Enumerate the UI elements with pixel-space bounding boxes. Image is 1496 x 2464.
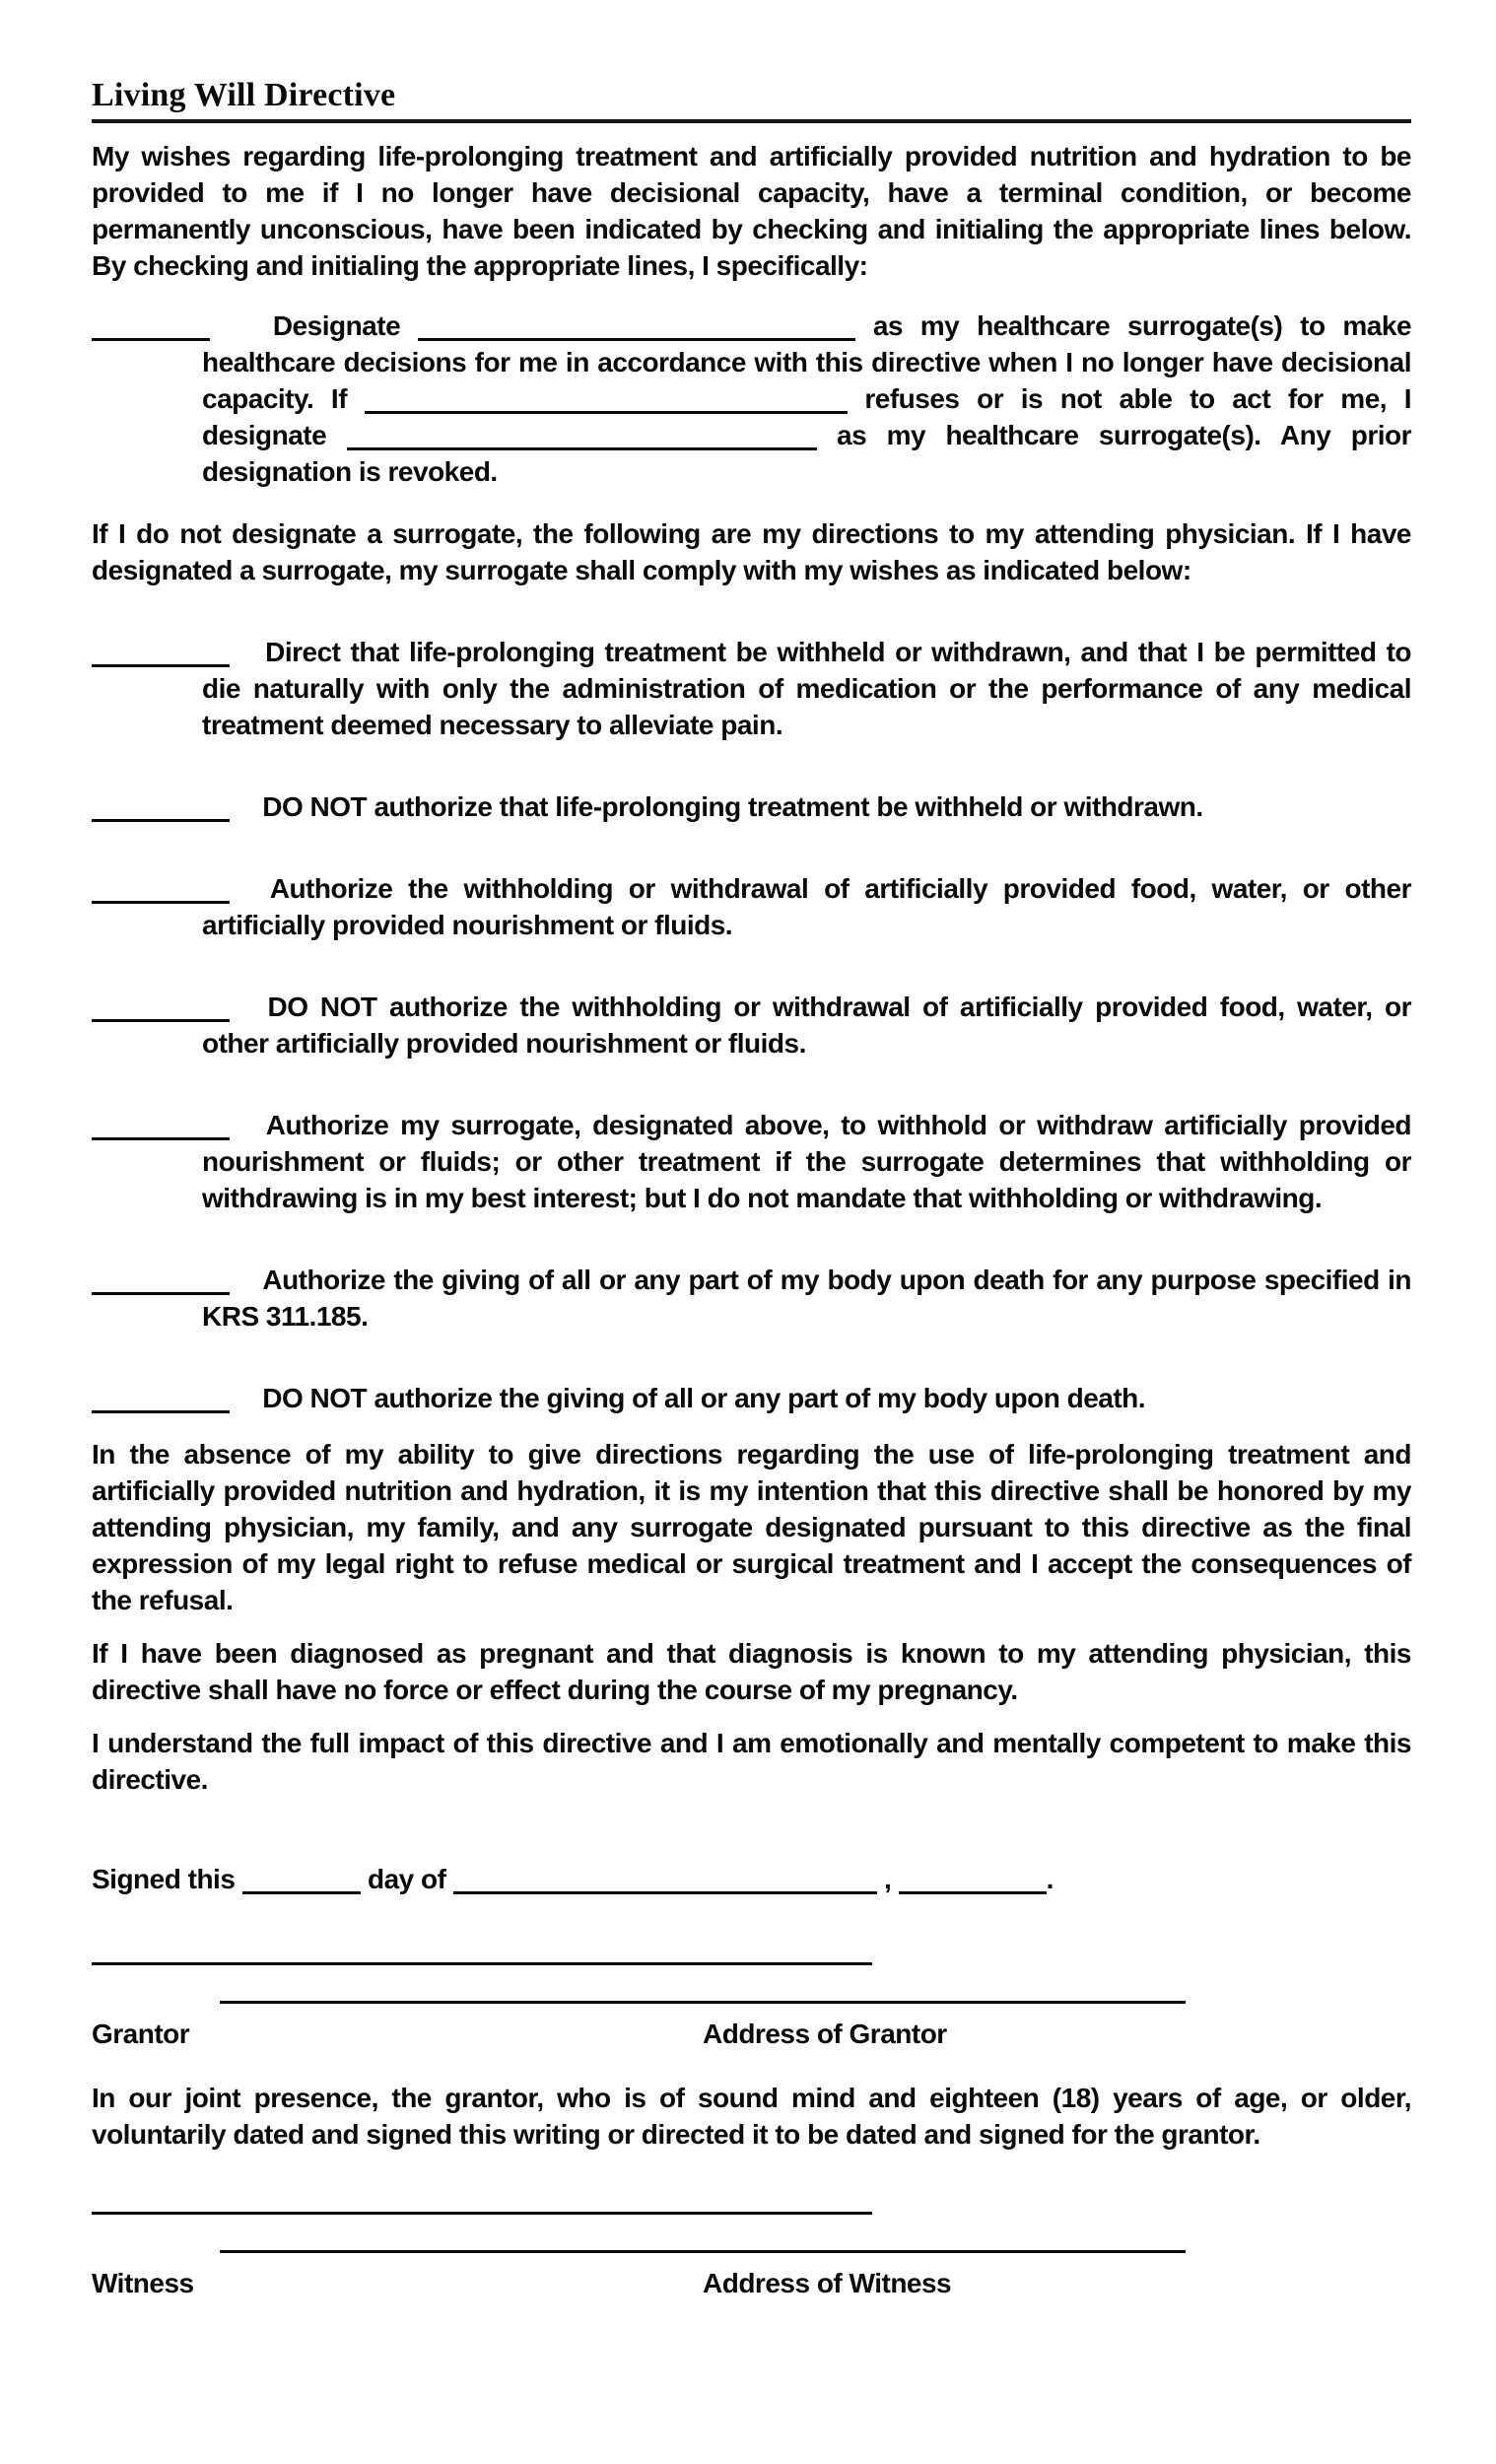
directive-item-withhold-treatment: [92, 634, 1411, 743]
item-text-segment: as my healthcare surrogate(s). Any prior designation is revoked.: [202, 420, 1411, 487]
grantor-signature-block: [92, 1962, 1411, 2052]
grantor-signature-line[interactable]: [92, 1962, 872, 1965]
item-text: DO NOT authorize the withholding or withdrawal of artificially provided food, water, or other artificially provided nourishment or fluids.: [202, 992, 1411, 1059]
witness-signature-block: [92, 2212, 1411, 2301]
signed-month-blank-line[interactable]: [453, 1866, 877, 1894]
directive-item-do-not-withdraw-nutrition: [92, 989, 1411, 1061]
alternate-surrogate-name-blank-line[interactable]: [347, 422, 817, 450]
first-surrogate-name-blank-line[interactable]: [365, 385, 848, 414]
pregnancy-paragraph: If I have been diagnosed as pregnant and that diagnosis is known to my attending physician, this directive shall have no force or effect during the course of my pregnancy.: [92, 1638, 1411, 1705]
witness-label-row: [92, 2265, 1411, 2301]
initials-blank-line[interactable]: [92, 639, 230, 667]
initials-blank-line[interactable]: [92, 312, 210, 341]
directive-item-designate-surrogate: [92, 308, 1411, 490]
grantor-label-row: [92, 2016, 1411, 2052]
directive-item-withdraw-nutrition: [92, 870, 1411, 943]
joint-presence-paragraph: In our joint presence, the grantor, who is of sound mind and eighteen (18) years of age, or older, voluntarily dated and signed this writing or directed it to be dated and signed for the grantor.: [92, 2083, 1411, 2150]
signed-period: .: [1046, 1864, 1054, 1894]
signed-text-segment: day of: [367, 1864, 446, 1894]
surrogate-name-blank-line[interactable]: [418, 312, 855, 341]
item-text-segment: refuses or is not able to act for me, I designate: [202, 383, 1411, 450]
address-of-grantor-label: Address of Grantor: [703, 2019, 947, 2049]
witness-address-line[interactable]: [220, 2250, 1186, 2253]
tab-spacer: [230, 660, 255, 661]
page-title: Living Will Directive: [92, 77, 396, 113]
directive-item-no-organ-donation: [92, 1380, 1411, 1416]
item-text: Authorize the withholding or withdrawal of artificially provided food, water, or other artificially provided nourishment or fluids.: [202, 873, 1411, 940]
item-text: DO NOT authorize that life-prolonging treatment be withheld or withdrawn.: [262, 791, 1203, 822]
grantor-label: Grantor: [92, 2019, 190, 2049]
directive-item-organ-donation: [92, 1262, 1411, 1335]
competence-paragraph: I understand the full impact of this directive and I am emotionally and mentally competent to make this directive.: [92, 1728, 1411, 1795]
signed-year-blank-line[interactable]: [899, 1866, 1047, 1894]
initials-blank-line[interactable]: [92, 1266, 230, 1295]
tab-spacer: [230, 1133, 255, 1134]
directive-item-surrogate-may-withdraw: [92, 1107, 1411, 1216]
tab-spacer: [230, 1406, 255, 1407]
item-text: Authorize my surrogate, designated above, to withhold or withdraw artificially provided nourishment or fluids; or other treatment if the surrogate determines that withholding or withdrawing is in my best interest; but I do not mandate that withholding or withdrawing.: [202, 1110, 1411, 1213]
title-rule: [92, 119, 1411, 123]
initials-blank-line[interactable]: [92, 1112, 230, 1140]
item-text: Authorize the giving of all or any part of my body upon death for any purpose specified in KRS 311.185.: [202, 1265, 1411, 1332]
intro-paragraph: My wishes regarding life-prolonging treatment and artificially provided nutrition and hydration to be provided to me if I no longer have decisional capacity, have a terminal condition, or become permanently unconscious, have been indicated by checking and initialing the appropriate lines below. By checking and initialing the appropriate lines, I specifically:: [92, 141, 1411, 281]
initials-blank-line[interactable]: [92, 875, 230, 904]
tab-spacer: [230, 815, 255, 816]
item-text-segment: Designate: [272, 310, 401, 341]
tab-spacer: [230, 897, 255, 898]
tab-spacer: [230, 1288, 255, 1289]
item-text: DO NOT authorize the giving of all or any part of my body upon death.: [262, 1383, 1146, 1413]
signed-comma: ,: [884, 1864, 892, 1894]
item-text-segment: as my healthcare surrogate(s) to make healthcare decisions for me in accordance with this directive when I no longer have decisional capacity. If: [202, 310, 1412, 414]
witness-label: Witness: [92, 2268, 194, 2298]
absence-paragraph: In the absence of my ability to give directions regarding the use of life-prolonging treatment and artificially provided nutrition and hydration, it is my intention that this directive shall be honored by my attending physician, my family, and any surrogate designated pursuant to this directive as the final expression of my legal right to refuse medical or surgical treatment and I accept the consequences of the refusal.: [92, 1439, 1411, 1615]
signed-this-line: [92, 1861, 1411, 1897]
tab-spacer: [210, 334, 255, 335]
witness-signature-line[interactable]: [92, 2212, 872, 2215]
signed-day-blank-line[interactable]: [242, 1866, 361, 1894]
item-text: Direct that life-prolonging treatment be withheld or withdrawn, and that I be permitted to die naturally with only the administration of medication or the performance of any medical treatment deemed necessary to alleviate pain.: [202, 637, 1411, 740]
address-of-witness-label: Address of Witness: [703, 2268, 952, 2298]
initials-blank-line[interactable]: [92, 993, 230, 1022]
initials-blank-line[interactable]: [92, 1385, 230, 1413]
directive-item-do-not-withhold-treatment: [92, 788, 1411, 825]
tab-spacer: [230, 1015, 255, 1016]
signed-text-segment: Signed this: [92, 1864, 236, 1894]
no-surrogate-paragraph: If I do not designate a surrogate, the following are my directions to my attending physician. If I have designated a surrogate, my surrogate shall comply with my wishes as indicated below:: [92, 518, 1411, 585]
grantor-address-line[interactable]: [220, 2001, 1186, 2004]
initials-blank-line[interactable]: [92, 793, 230, 822]
